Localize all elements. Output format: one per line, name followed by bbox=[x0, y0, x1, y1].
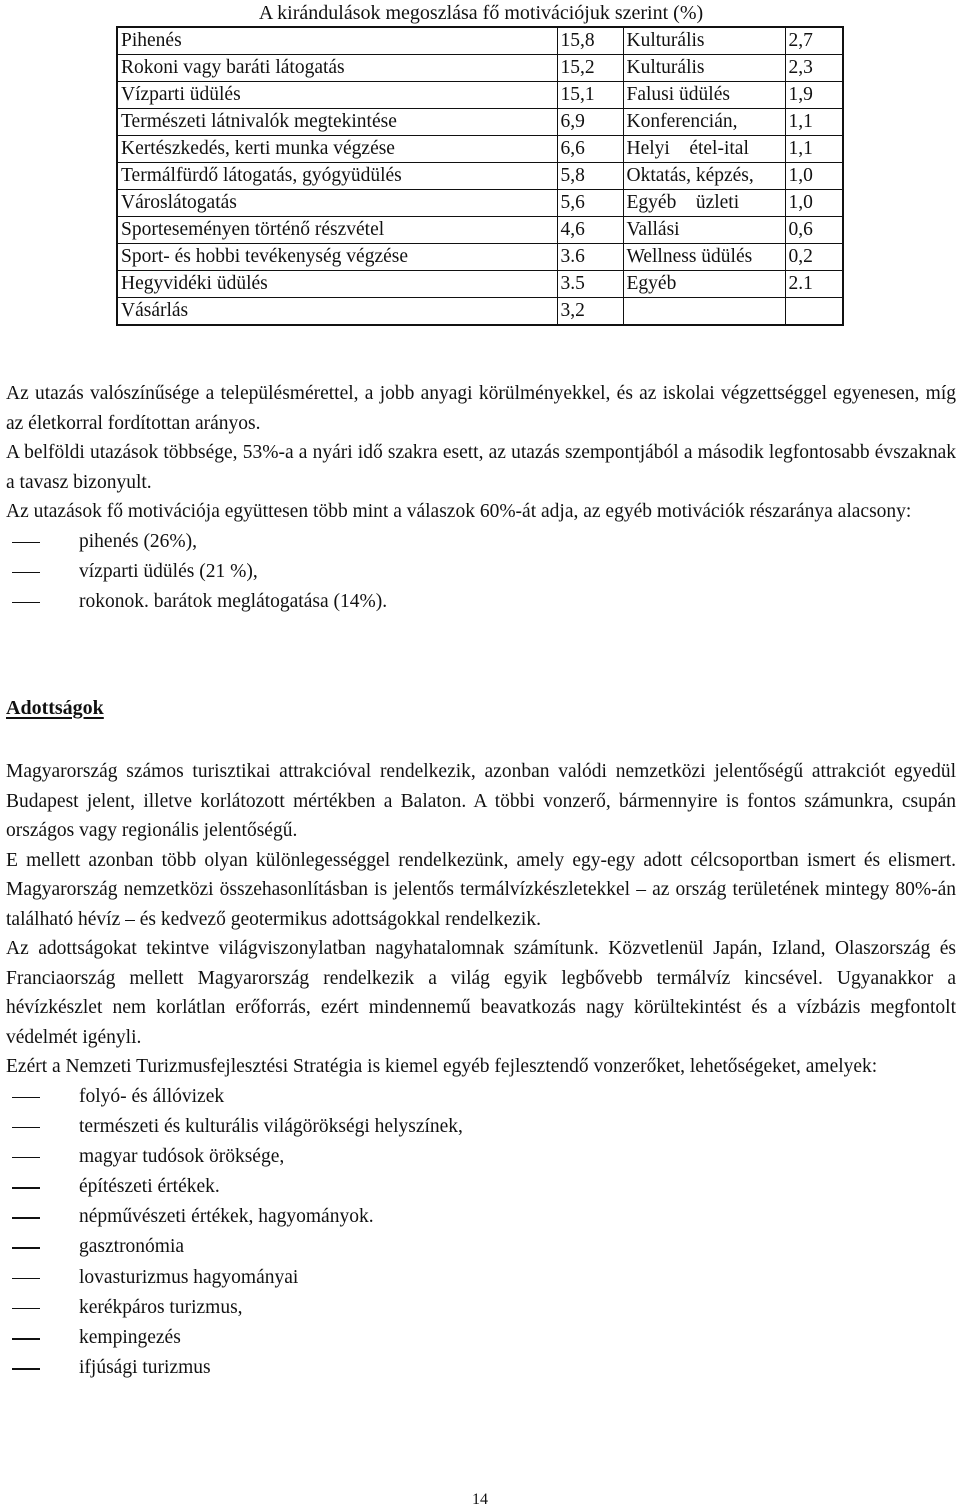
paragraph: Az utazás valószínűsége a településmérettel, a jobb anyagi körülményekkel, és az iskolai végzettséggel egyenesen, míg az életkorral fordítottan arányos. bbox=[6, 383, 956, 434]
dash-icon bbox=[12, 1308, 40, 1310]
value2-cell bbox=[785, 298, 843, 326]
motive-cell: Sporteseményen történő részvétel bbox=[117, 217, 557, 244]
dash-icon bbox=[12, 1157, 40, 1159]
motive-cell: Vásárlás bbox=[117, 298, 557, 326]
dash-icon bbox=[12, 1127, 40, 1129]
value-cell: 3.5 bbox=[557, 271, 623, 298]
value2-cell: 0,2 bbox=[785, 244, 843, 271]
value-cell: 6,9 bbox=[557, 109, 623, 136]
motive2-cell: Kulturális bbox=[623, 27, 785, 55]
list-item: rokonok. barátok meglátogatása (14%). bbox=[6, 587, 956, 617]
table-row bbox=[117, 109, 843, 136]
value2-cell: 1,0 bbox=[785, 190, 843, 217]
motive-cell: Vízparti üdülés bbox=[117, 82, 557, 109]
motive-cell: Természeti látnivalók megtekintése bbox=[117, 109, 557, 136]
table-row bbox=[117, 27, 843, 55]
motive-cell: Termálfürdő látogatás, gyógyüdülés bbox=[117, 163, 557, 190]
value-cell: 3.6 bbox=[557, 244, 623, 271]
table-row bbox=[117, 244, 843, 271]
table-row bbox=[117, 271, 843, 298]
main-text-block bbox=[6, 757, 956, 1383]
paragraph: Ezért a Nemzeti Turizmusfejlesztési Stratégia is kiemel egyéb fejlesztendő vonzerőket, lehetőségeket, amelyek: bbox=[6, 1056, 878, 1077]
motive2-cell bbox=[623, 298, 785, 326]
value2-cell: 1,9 bbox=[785, 82, 843, 109]
dash-icon bbox=[12, 1247, 40, 1249]
table-row bbox=[117, 136, 843, 163]
dash-icon bbox=[12, 1097, 40, 1099]
value-cell: 5,6 bbox=[557, 190, 623, 217]
value2-cell: 2,3 bbox=[785, 55, 843, 82]
dash-icon bbox=[12, 572, 40, 574]
value-cell: 15,2 bbox=[557, 55, 623, 82]
value2-cell: 2.1 bbox=[785, 271, 843, 298]
paragraph: Az adottságokat tekintve világviszonylatban nagyhatalomnak számítunk. Közvetlenül Japán, Izland, Olaszország és Franciaország mellett Magyarország rendelkezik a világ egyik legbővebb termálvíz kincsével. Ugyanakkor a hévízkészlet nem korlátlan erőforrás, ezért mindennemű beavatkozás nagy körültekintést és a vízbázis megfontolt védelmét igényli. bbox=[6, 938, 956, 1048]
table-row bbox=[117, 82, 843, 109]
motive2-cell: Konferencián, bbox=[623, 109, 785, 136]
list-item: kempingezés bbox=[6, 1323, 956, 1353]
motivation-list bbox=[6, 527, 956, 618]
table-row bbox=[117, 298, 843, 326]
value-cell: 4,6 bbox=[557, 217, 623, 244]
paragraph: E mellett azonban több olyan különlegességgel rendelkezünk, amely egy-egy adott célcsoportban ismert és elismert. Magyarország nemzetközi összehasonlításban is jelentős termálvízkészletekkel – az ország területének mintegy 80%-án található hévíz – és kedvező geotermikus adottságokkal rendelkezik. bbox=[6, 849, 956, 930]
attraction-list bbox=[6, 1082, 956, 1384]
dash-icon bbox=[12, 542, 40, 544]
table-row bbox=[117, 163, 843, 190]
motive-cell: Kertészkedés, kerti munka végzése bbox=[117, 136, 557, 163]
motive2-cell: Egyéb bbox=[623, 271, 785, 298]
motive2-cell: Egyéb üzleti bbox=[623, 190, 785, 217]
table-row bbox=[117, 217, 843, 244]
value2-cell: 1,1 bbox=[785, 136, 843, 163]
dash-icon bbox=[12, 1338, 40, 1340]
list-item: lovasturizmus hagyományai bbox=[6, 1263, 956, 1293]
value-cell: 3,2 bbox=[557, 298, 623, 326]
paragraph: Az utazások fő motivációja együttesen több mint a válaszok 60%-át adja, az egyéb motivációk részaránya alacsony: bbox=[6, 501, 912, 522]
list-item: építészeti értékek. bbox=[6, 1172, 956, 1202]
dash-icon bbox=[12, 1278, 40, 1280]
list-item: természeti és kulturális világörökségi helyszínek, bbox=[6, 1112, 956, 1142]
list-item: ifjúsági turizmus bbox=[6, 1353, 956, 1383]
list-item: vízparti üdülés (21 %), bbox=[6, 557, 956, 587]
page-number: 14 bbox=[472, 1491, 488, 1508]
intro-text-block bbox=[6, 379, 956, 617]
list-item: népművészeti értékek, hagyományok. bbox=[6, 1202, 956, 1232]
section-heading: Adottságok bbox=[6, 697, 104, 719]
list-item: folyó- és állóvizek bbox=[6, 1082, 956, 1112]
list-item: pihenés (26%), bbox=[6, 527, 956, 557]
motive2-cell: Oktatás, képzés, bbox=[623, 163, 785, 190]
motive2-cell: Helyi étel-ital bbox=[623, 136, 785, 163]
list-item: gasztronómia bbox=[6, 1232, 956, 1262]
motive2-cell: Falusi üdülés bbox=[623, 82, 785, 109]
motive2-cell: Wellness üdülés bbox=[623, 244, 785, 271]
value-cell: 6,6 bbox=[557, 136, 623, 163]
motive-cell: Sport- és hobbi tevékenység végzése bbox=[117, 244, 557, 271]
table-title: A kirándulások megoszlása fő motivációjuk szerint (%) bbox=[258, 2, 704, 24]
paragraph: Magyarország számos turisztikai attrakcióval rendelkezik, azonban valódi nemzetközi jelentőségű attrakciót egyedül Budapest jelent, illetve korlátozott mértékben a Balaton. A többi vonzerő, bármennyire is fontos számunkra, csupán országos vagy regionális jelentőségű. bbox=[6, 761, 956, 841]
motivation-table bbox=[116, 26, 844, 326]
paragraph: A belföldi utazások többsége, 53%-a a nyári idő szakra esett, az utazás szempontjából a második legfontosabb évszaknak a tavasz bizonyult. bbox=[6, 442, 956, 493]
dash-icon bbox=[12, 1187, 40, 1189]
motive-cell: Hegyvidéki üdülés bbox=[117, 271, 557, 298]
value2-cell: 1,1 bbox=[785, 109, 843, 136]
table-row bbox=[117, 55, 843, 82]
motive2-cell: Vallási bbox=[623, 217, 785, 244]
value2-cell: 2,7 bbox=[785, 27, 843, 55]
dash-icon bbox=[12, 602, 40, 604]
motive2-cell: Kulturális bbox=[623, 55, 785, 82]
value-cell: 5,8 bbox=[557, 163, 623, 190]
motive-cell: Városlátogatás bbox=[117, 190, 557, 217]
value2-cell: 1,0 bbox=[785, 163, 843, 190]
value2-cell: 0,6 bbox=[785, 217, 843, 244]
dash-icon bbox=[12, 1368, 40, 1370]
motive-cell: Pihenés bbox=[117, 27, 557, 55]
list-item: kerékpáros turizmus, bbox=[6, 1293, 956, 1323]
value-cell: 15,1 bbox=[557, 82, 623, 109]
list-item: magyar tudósok öröksége, bbox=[6, 1142, 956, 1172]
dash-icon bbox=[12, 1217, 40, 1219]
value-cell: 15,8 bbox=[557, 27, 623, 55]
table-row bbox=[117, 190, 843, 217]
motive-cell: Rokoni vagy baráti látogatás bbox=[117, 55, 557, 82]
